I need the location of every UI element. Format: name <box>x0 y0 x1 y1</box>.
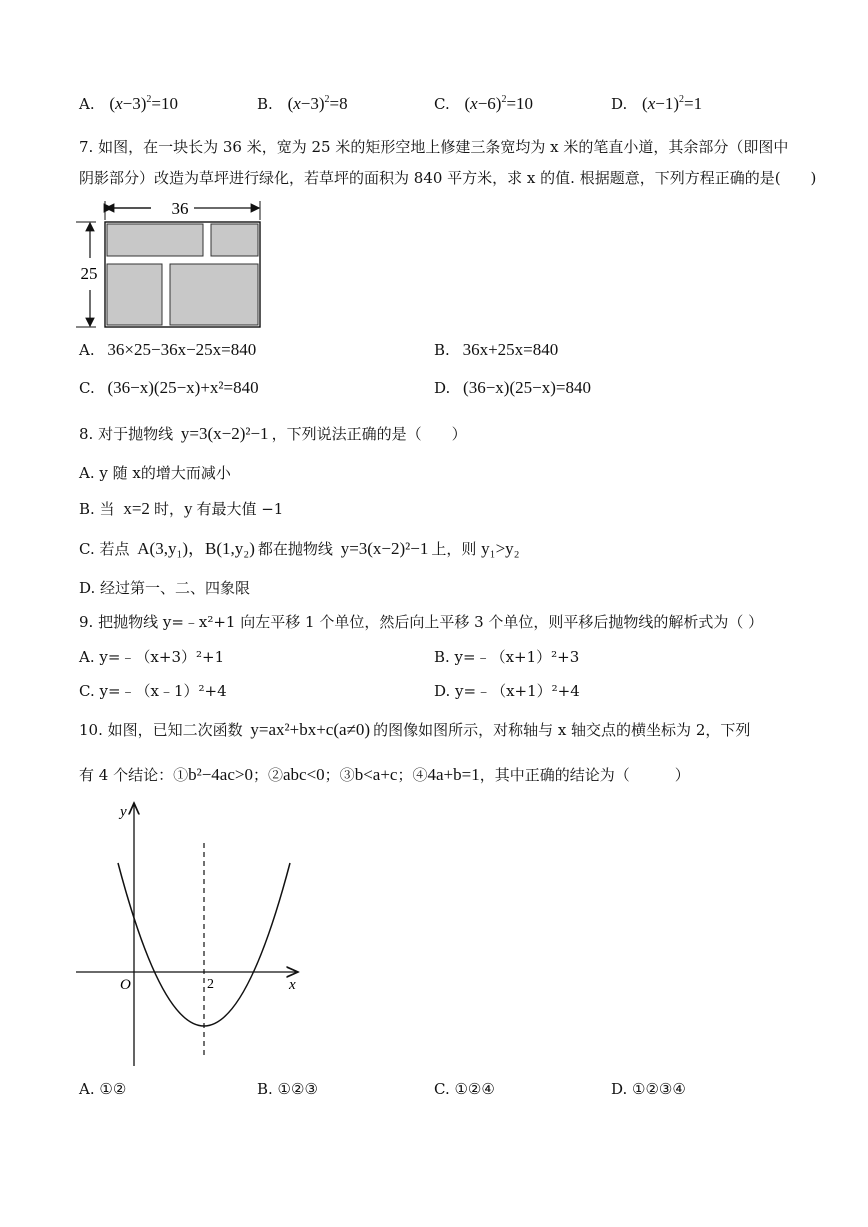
x-axis-label: x <box>289 977 296 993</box>
lawn-bottom-right <box>170 264 258 325</box>
q6-option-a: A. $(x-3)^2=10$ <box>79 94 178 113</box>
option-letter: B. <box>257 95 273 113</box>
q7-option-d: D. (36−x)(25−x)=840 <box>434 378 591 397</box>
q9-option-c: C. y=﹣（x﹣1）²+4 <box>79 682 227 700</box>
q6-option-c: C. $(x-6)^2=10$ <box>434 94 534 113</box>
q10-option-b: B. ①②③ <box>257 1080 318 1098</box>
option-letter: D. <box>611 95 628 113</box>
q9-option-a: A. y=﹣（x+3）²+1 <box>79 648 225 666</box>
q10-parabola-graph <box>70 798 310 1073</box>
q7-option-a: A. 36×25−36x−25x=840 <box>79 340 257 359</box>
q8-option-d: D. 经过第一、二、四象限 <box>79 579 251 597</box>
q6-option-d: D. $(x-1)^2=1$ <box>611 94 703 113</box>
q7-option-c: C. (36−x)(25−x)+x²=840 <box>79 378 259 397</box>
option-letter: C. <box>434 95 450 113</box>
q6-option-b: B. $(x-3)^2=8$ <box>257 94 348 113</box>
q10-option-d: D. ①②③④ <box>611 1080 686 1098</box>
tick-label-2: 2 <box>207 977 214 992</box>
y-axis-label: y <box>120 804 127 820</box>
q9-stem: 9. 把抛物线 y=﹣x²+1 向左平移 1 个单位，然后向上平移 3 个单位，则平移后抛物线的解析式为（ ） <box>79 613 764 631</box>
q8-option-c: C. 若点 A(3,y₁)，B(1,y₂) 都在抛物线 y=3(x−2)²−1 上，则 y₁>y₂ <box>79 539 520 558</box>
origin-label: O <box>120 977 131 993</box>
lawn-top-right <box>211 224 258 256</box>
q10-option-c: C. ①②④ <box>434 1080 495 1098</box>
q9-option-d: D. y=﹣（x+1）²+4 <box>434 682 580 700</box>
q7-rectangle-figure <box>76 198 276 333</box>
q7-stem-line2: 阴影部分）改造为草坪进行绿化，若草坪的面积为 840 平方米，求 x 的值. 根据题意，下列方程正确的是( ) <box>79 169 817 187</box>
q10-stem-line2: 有 4 个结论：①b²−4ac>0；②abc<0；③b<a+c；④4a+b=1，其中正确的结论为（ ） <box>79 765 690 784</box>
q9-option-b: B. y=﹣（x+1）²+3 <box>434 648 580 666</box>
lawn-top-left <box>107 224 203 256</box>
q8-option-b: B. 当 x=2 时，y 有最大值 −1 <box>79 499 284 518</box>
length-label: 36 <box>171 199 189 218</box>
option-letter: A. <box>79 95 95 113</box>
q7-stem-line1: 7. 如图，在一块长为 36 米，宽为 25 米的矩形空地上修建三条宽均为 x 米的笔直小道，其余部分（即图中 <box>79 138 789 156</box>
q7-option-b: B. 36x+25x=840 <box>434 340 559 359</box>
q8-stem: 8. 对于抛物线 y=3(x−2)²−1 ，下列说法正确的是（ ） <box>79 424 467 443</box>
q10-option-a: A. ①② <box>79 1080 127 1098</box>
lawn-bottom-left <box>107 264 162 325</box>
q10-stem-line1: 10. 如图，已知二次函数 y=ax²+bx+c(a≠0) 的图像如图所示，对称轴与 x 轴交点的横坐标为 2，下列 <box>79 720 751 739</box>
width-label: 25 <box>80 264 98 283</box>
q8-option-a: A. y 随 x的增大而减小 <box>79 464 231 482</box>
